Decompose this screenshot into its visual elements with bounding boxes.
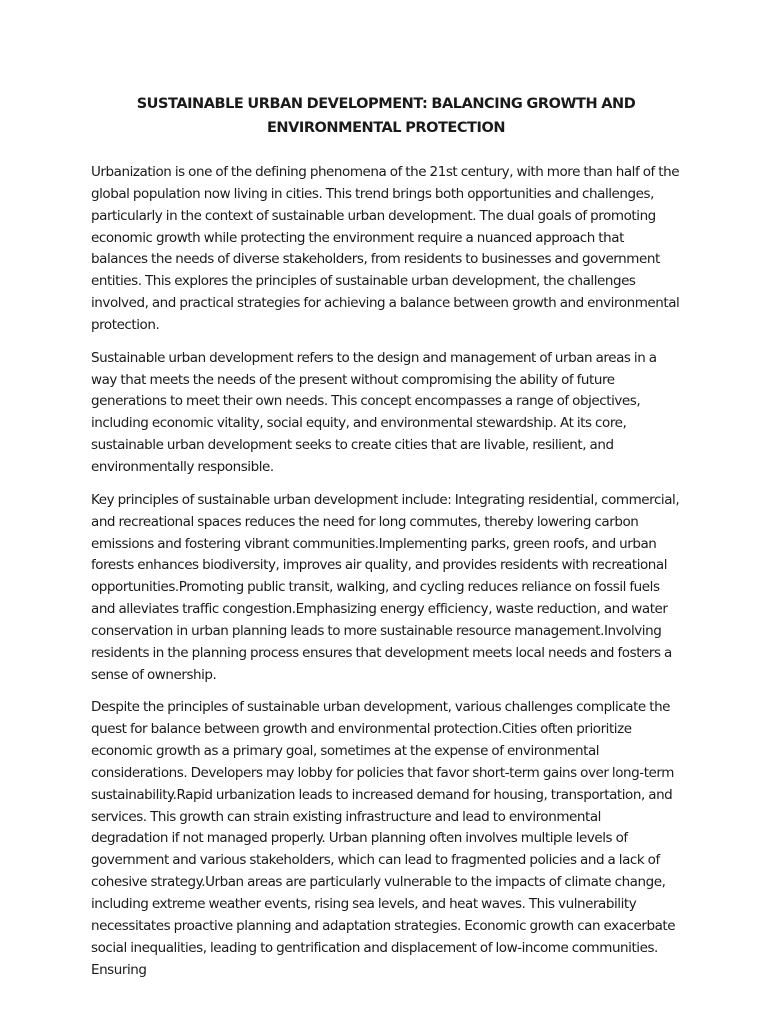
paragraph-intro: Urbanization is one of the defining phenomena of the 21st century, with more than half of the global population now living in cities. This trend brings both opportunities and challenges, particularly in the context of sustainable urban development. The dual goals of promoting economic growth while protecting the environment require a nuanced approach that balances the needs of diverse stakeholders, from residents to businesses and government entities. This explores the principles of sustainable urban development, the challenges involved, and practical strategies for achieving a balance between growth and environmental protection. <box>91 164 680 333</box>
document-body <box>91 92 681 992</box>
document-title: SUSTAINABLE URBAN DEVELOPMENT: BALANCING GROWTH AND ENVIRONMENTAL PROTECTION <box>136 96 636 136</box>
paragraph-challenges: Despite the principles of sustainable urban development, various challenges complicate the quest for balance between growth and environmental protection.Cities often prioritize economic growth as a primary goal, sometimes at the expense of environmental considerations. Developers may lobby for policies that favor short-term gains over long-term sustainability.Rapid urbanization leads to increased demand for housing, transportation, and services. This growth can strain existing infrastructure and lead to environmental degradation if not managed properly. Urban planning often involves multiple levels of government and various stakeholders, which can lead to fragmented policies and a lack of cohesive strategy.Urban areas are particularly vulnerable to the impacts of climate change, including extreme weather events, rising sea levels, and heat waves. This vulnerability necessitates proactive planning and adaptation strategies. Economic growth can exacerbate social inequalities, leading to gentrification and displacement of low-income communities. Ensuring <box>91 699 676 978</box>
paragraph-definition: Sustainable urban development refers to the design and management of urban areas in a way that meets the needs of the present without compromising the ability of future generations to meet their own needs. This concept encompasses a range of objectives, including economic vitality, social equity, and environmental stewardship. At its core, sustainable urban development seeks to create cities that are livable, resilient, and environmentally responsible. <box>91 349 657 475</box>
paragraph-key-principles: Key principles of sustainable urban development include: Integrating residential, commercial, and recreational spaces reduces the need for long commutes, thereby lowering carbon emissions and fostering vibrant communities.Implementing parks, green roofs, and urban forests enhances biodiversity, improves air quality, and provides residents with recreational opportunities.Promoting public transit, walking, and cycling reduces reliance on fossil fuels and alleviates traffic congestion.Emphasizing energy efficiency, waste reduction, and water conservation in urban planning leads to more sustainable resource management.Involving residents in the planning process ensures that development meets local needs and fosters a sense of ownership. <box>91 491 680 683</box>
